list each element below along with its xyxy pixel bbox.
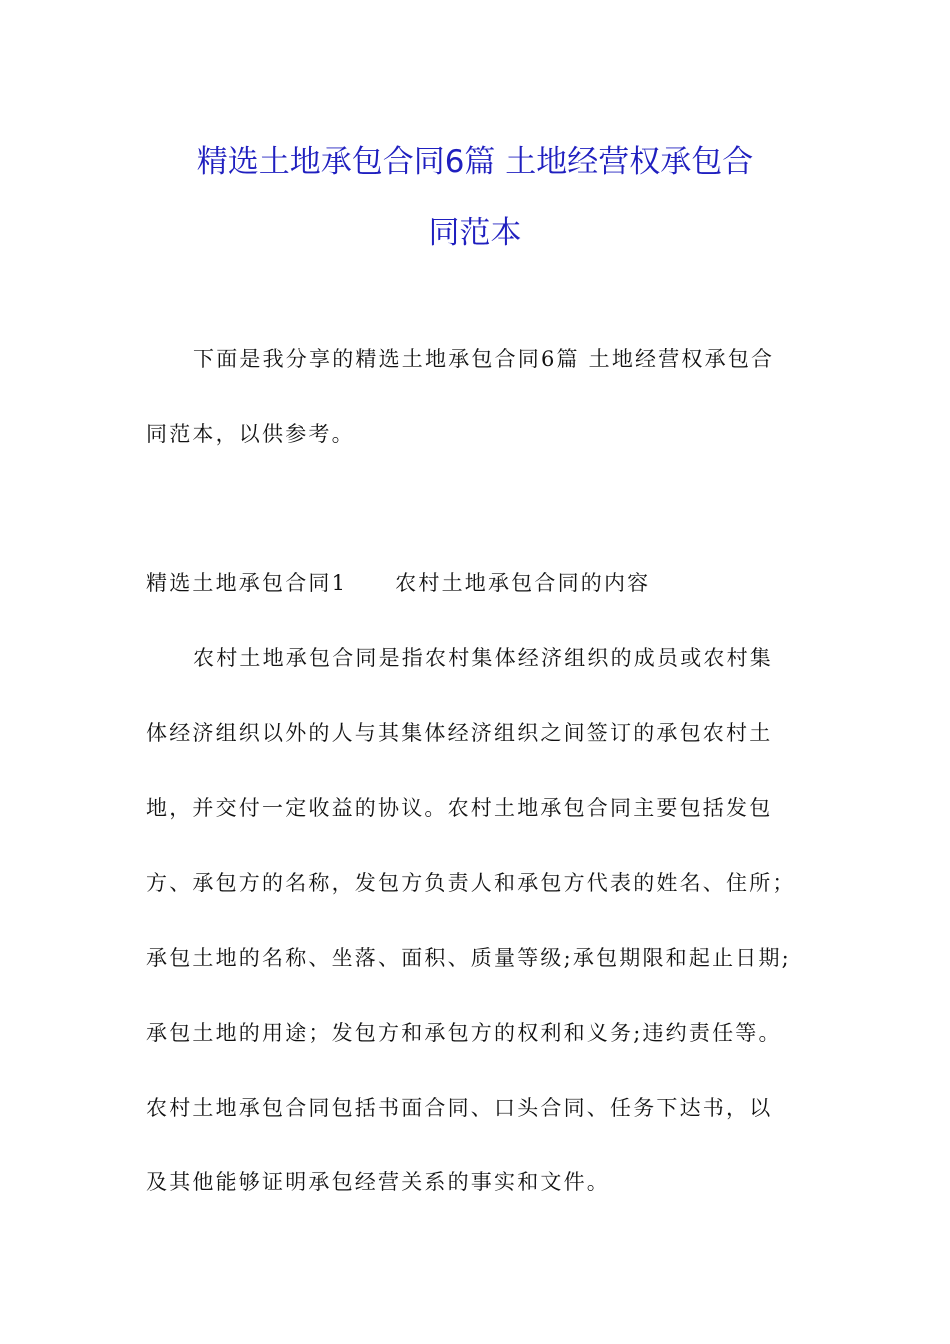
body-paragraph-line-7: 农村土地承包合同包括书面合同、口头合同、任务下达书，以	[146, 1096, 773, 1120]
body-paragraph-line-3: 地，并交付一定收益的协议。农村土地承包合同主要包括发包	[146, 796, 773, 820]
body-paragraph-line-6: 承包土地的用途；发包方和承包方的权利和义务;违约责任等。	[146, 1021, 782, 1045]
intro-paragraph-line-1: 下面是我分享的精选土地承包合同6篇 土地经营权承包合	[193, 347, 775, 371]
section-1-subheading: 农村土地承包合同的内容	[395, 571, 651, 595]
intro-paragraph-line-2: 同范本，以供参考。	[146, 422, 355, 446]
body-paragraph-line-4: 方、承包方的名称，发包方负责人和承包方代表的姓名、住所；	[146, 871, 796, 895]
body-paragraph-line-2: 体经济组织以外的人与其集体经济组织之间签订的承包农村土	[146, 721, 773, 745]
document-title-line-1: 精选土地承包合同6篇 土地经营权承包合	[196, 144, 754, 180]
body-paragraph-line-8: 及其他能够证明承包经营关系的事实和文件。	[146, 1170, 610, 1194]
section-1-heading: 精选土地承包合同1	[146, 571, 348, 595]
document-title-line-2: 同范本	[428, 215, 522, 251]
section-heading	[146, 568, 650, 598]
body-paragraph-line-1: 农村土地承包合同是指农村集体经济组织的成员或农村集	[193, 646, 773, 670]
body-paragraph-line-5: 承包土地的名称、坐落、面积、质量等级;承包期限和起止日期;	[146, 946, 791, 970]
